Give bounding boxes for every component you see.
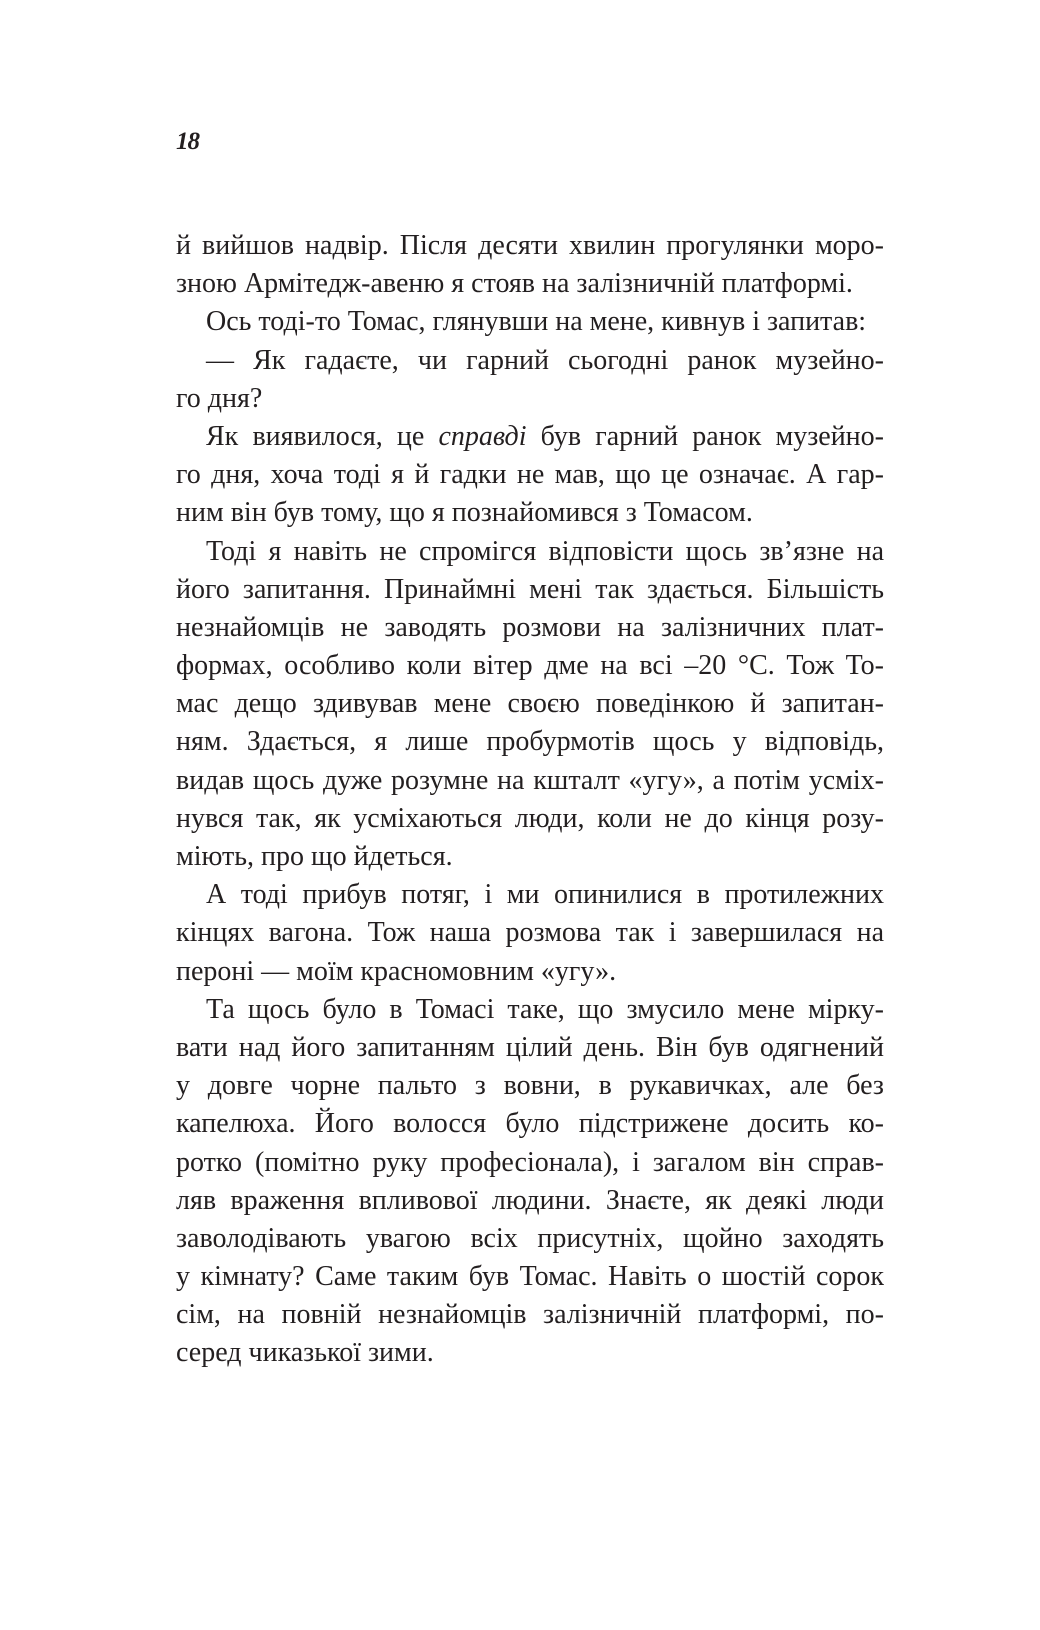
text-line: капелюха. Його волосся було підстрижене досить ко- (176, 1108, 884, 1140)
text-line: у довге чорне пальто з вовни, в рукавичках, але без (176, 1070, 884, 1102)
text-line: ням. Здається, я лише пробурмотів щось у відповідь, (176, 726, 884, 758)
body-text (176, 227, 884, 1373)
text-line: у кімнату? Саме таким був Томас. Навіть о шостій сорок (176, 1261, 884, 1293)
text-run: Як виявилося, це (206, 420, 439, 452)
text-line: й вийшов надвір. Після десяти хвилин прогулянки моро- (176, 230, 884, 261)
text-line: формах, особливо коли вітер дме на всі –20 °С. Тож То- (176, 650, 884, 682)
text-line: серед чиказької зими. (176, 1337, 434, 1369)
text-line: ним він був тому, що я познайомився з Томасом. (176, 497, 753, 529)
dialogue-line: го дня? (176, 382, 263, 414)
text-line: кінцях вагона. Тож наша розмова так і завершилася на (176, 917, 884, 949)
text-line: пероні — моїм красномовним «угу». (176, 955, 617, 987)
text-line: сім, на повній незнайомців залізничній платформі, по- (176, 1299, 884, 1331)
text-line (176, 418, 884, 456)
text-line: видав щось дуже розумне на кшталт «угу», а потім усміх- (176, 764, 884, 796)
italic-emphasis: справді (438, 420, 527, 452)
text-line: міють, про що йдеться. (176, 841, 453, 872)
text-line: ляв враження впливової людини. Знаєте, як деякі люди (176, 1184, 884, 1216)
text-line: Та щось було в Томасі таке, що змусило мене мірку- (206, 993, 884, 1025)
text-line: зною Армітедж-авеню я стояв на залізничній платформі. (176, 268, 853, 300)
text-line: незнайомців не заводять розмови на залізничних плат- (176, 611, 884, 643)
text-line: А тоді прибув потяг, і ми опинилися в протилежних (206, 879, 884, 911)
text-line: го дня, хоча тоді я й гадки не мав, що це означає. А гар- (176, 459, 884, 491)
text-line: мас дещо здивував мене своєю поведінкою й запитан- (176, 688, 884, 720)
text-line: вати над його запитанням цілий день. Він був одягнений (176, 1031, 884, 1063)
page-number: 18 (176, 128, 199, 155)
text-line: Ось тоді-то Томас, глянувши на мене, кивнув і запитав: (206, 306, 867, 338)
text-line: Тоді я навіть не спромігся відповісти щось зв’язне на (206, 535, 884, 567)
text-run: був гарний ранок музейно- (526, 420, 884, 452)
text-line: ротко (помітно руку професіонала), і загалом він справ- (176, 1146, 884, 1178)
dialogue-line: — Як гадаєте, чи гарний сьогодні ранок музейно- (206, 344, 884, 376)
text-line: заволодівають увагою всіх присутніх, щойно заходять (176, 1222, 884, 1254)
text-line: його запитання. Принаймні мені так здається. Більшість (176, 573, 884, 605)
text-line: нувся так, як усміхаються люди, коли не до кінця розу- (176, 802, 884, 834)
